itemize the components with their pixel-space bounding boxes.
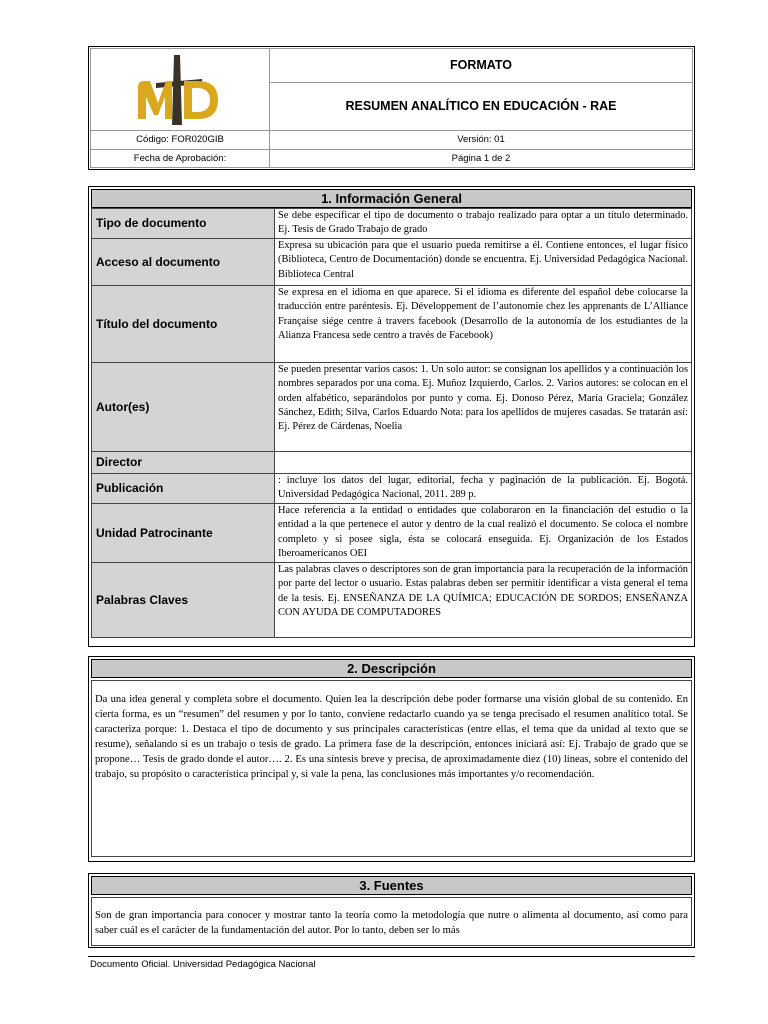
approval-date-cell: Fecha de Aprobación: (91, 149, 270, 168)
table-row (92, 503, 692, 562)
document-title: RESUMEN ANALÍTICO EN EDUCACIÓN - RAE (270, 82, 693, 130)
footer-divider (88, 956, 695, 957)
table-row (92, 285, 692, 362)
row-label: Tipo de documento (92, 209, 275, 239)
version-cell: Versión: 01 (270, 131, 693, 149)
page-number-cell: Página 1 de 2 (270, 149, 693, 168)
section-title: 3. Fuentes (91, 876, 692, 895)
table-row (92, 562, 692, 637)
row-label: Acceso al documento (92, 238, 275, 285)
section-title: 2. Descripción (91, 659, 692, 678)
table-row (92, 362, 692, 451)
logo-cell (91, 49, 270, 131)
row-label: Unidad Patrocinante (92, 503, 275, 562)
row-label: Palabras Claves (92, 562, 275, 637)
table-row (92, 209, 692, 239)
row-value: Las palabras claves o descriptores son de gran importancia para la recuperación de la información por parte del lector o usuario. Estas palabras deben ser permitir identificar a vista general el tema de la tesis. Ej. ENSEÑANZA DE LA QUÍMICA; EDUCACIÓN DE SORDOS; ENSEÑANZA CON AYUDA DE COMPUTADORES (275, 562, 692, 637)
section-title: 1. Información General (91, 189, 692, 208)
row-label: Publicación (92, 473, 275, 503)
general-info-table (91, 208, 692, 638)
row-label: Autor(es) (92, 362, 275, 451)
row-value: : incluye los datos del lugar, editorial, fecha y paginación de la publicación. Ej. Bogotá. Universidad Pedagógica Nacional, 2011. 289 p. (275, 473, 692, 503)
row-value: Hace referencia a la entidad o entidades que colaboraron en la financiación del estudio o la entidad a la que pertenece el autor y dentro de la cual realizó el documento. Se coloca el nombre completo y si posee sigla, ésta se colocará enseguida. Ej. Organización de los Estados Iberoamericanos OEI (275, 503, 692, 562)
description-text: Da una idea general y completa sobre el documento. Quien lea la descripción debe poder formarse una visión global de su contenido. En cierta forma, es un “resumen” del resumen y por lo tanto, conviene redactarlo cuando ya se tenga precisado el resumen analítico total. Se caracteriza porque: 1. Destaca el tipo de documento y sus principales características (entre ellas, el tema que da unidad al texto que se resume), señalando si es un trabajo o tesis de grado. La primera fase de la descripción, entonces iniciará así: Ej. Trabajo de grado que se propone… Tesis de grado donde el autor…. 2. Es una síntesis breve y precisa, de aproximadamente diez (10) líneas, sobre el contenido del trabajo, su propósito o característica principal y, si vale la pena, las conclusiones más importantes y/o recomendación. (91, 680, 692, 857)
format-label: FORMATO (270, 49, 693, 83)
general-info-section (88, 186, 695, 647)
sources-section (88, 873, 695, 948)
row-value: Expresa su ubicación para que el usuario pueda remitirse a él. Contiene entonces, el lugar físico (Biblioteca, Centro de Documentación) donde se encuentra. Ej. Universidad Pedagógica Nacional. Biblioteca Central (275, 238, 692, 285)
row-label: Director (92, 451, 275, 473)
table-row (92, 451, 692, 473)
footer-text: Documento Oficial. Universidad Pedagógica Nacional (90, 959, 316, 970)
row-value (275, 451, 692, 473)
sources-text: Son de gran importancia para conocer y mostrar tanto la teoría como la metodología que nutre o alimenta al documento, así como para saber cuál es el carácter de la fundamentación del autor. Por lo tanto, deben ser lo más (91, 897, 692, 946)
row-value: Se expresa en el idioma en que aparece. Si el idioma es diferente del español debe colocarse la traducción entre paréntesis. Ej. Développement de l’autonomie chez les apprenants de L’Alliance Française siége centre à travers facebook (Desarrollo de la autonomía de los estudiantes de la Alianza Francesa sede centro a través de Facebook) (275, 285, 692, 362)
table-row (92, 473, 692, 503)
upn-logo-icon (132, 53, 228, 127)
code-cell: Código: FOR020GIB (91, 131, 270, 149)
row-label: Título del documento (92, 285, 275, 362)
document-header (88, 46, 695, 170)
row-value: Se debe especificar el tipo de documento o trabajo realizado para optar a un título determinado. Ej. Tesis de Grado Trabajo de grado (275, 209, 692, 239)
table-row (92, 238, 692, 285)
row-value: Se pueden presentar varios casos: 1. Un solo autor: se consignan los apellidos y a continuación los nombres separados por una coma. Ej. Muñoz Izquierdo, Carlos. 2. Varios autores: se colocan en el orden alfabético, separándolos por punto y coma. Ej. Donoso Pérez, María Graciela; González Sánchez, Edith; Silva, Carlos Eduardo Nota: para los apellidos de mujeres casadas. Se tratarán así: Ej. Pérez de Cárdenas, Noelia (275, 362, 692, 451)
description-section (88, 656, 695, 862)
